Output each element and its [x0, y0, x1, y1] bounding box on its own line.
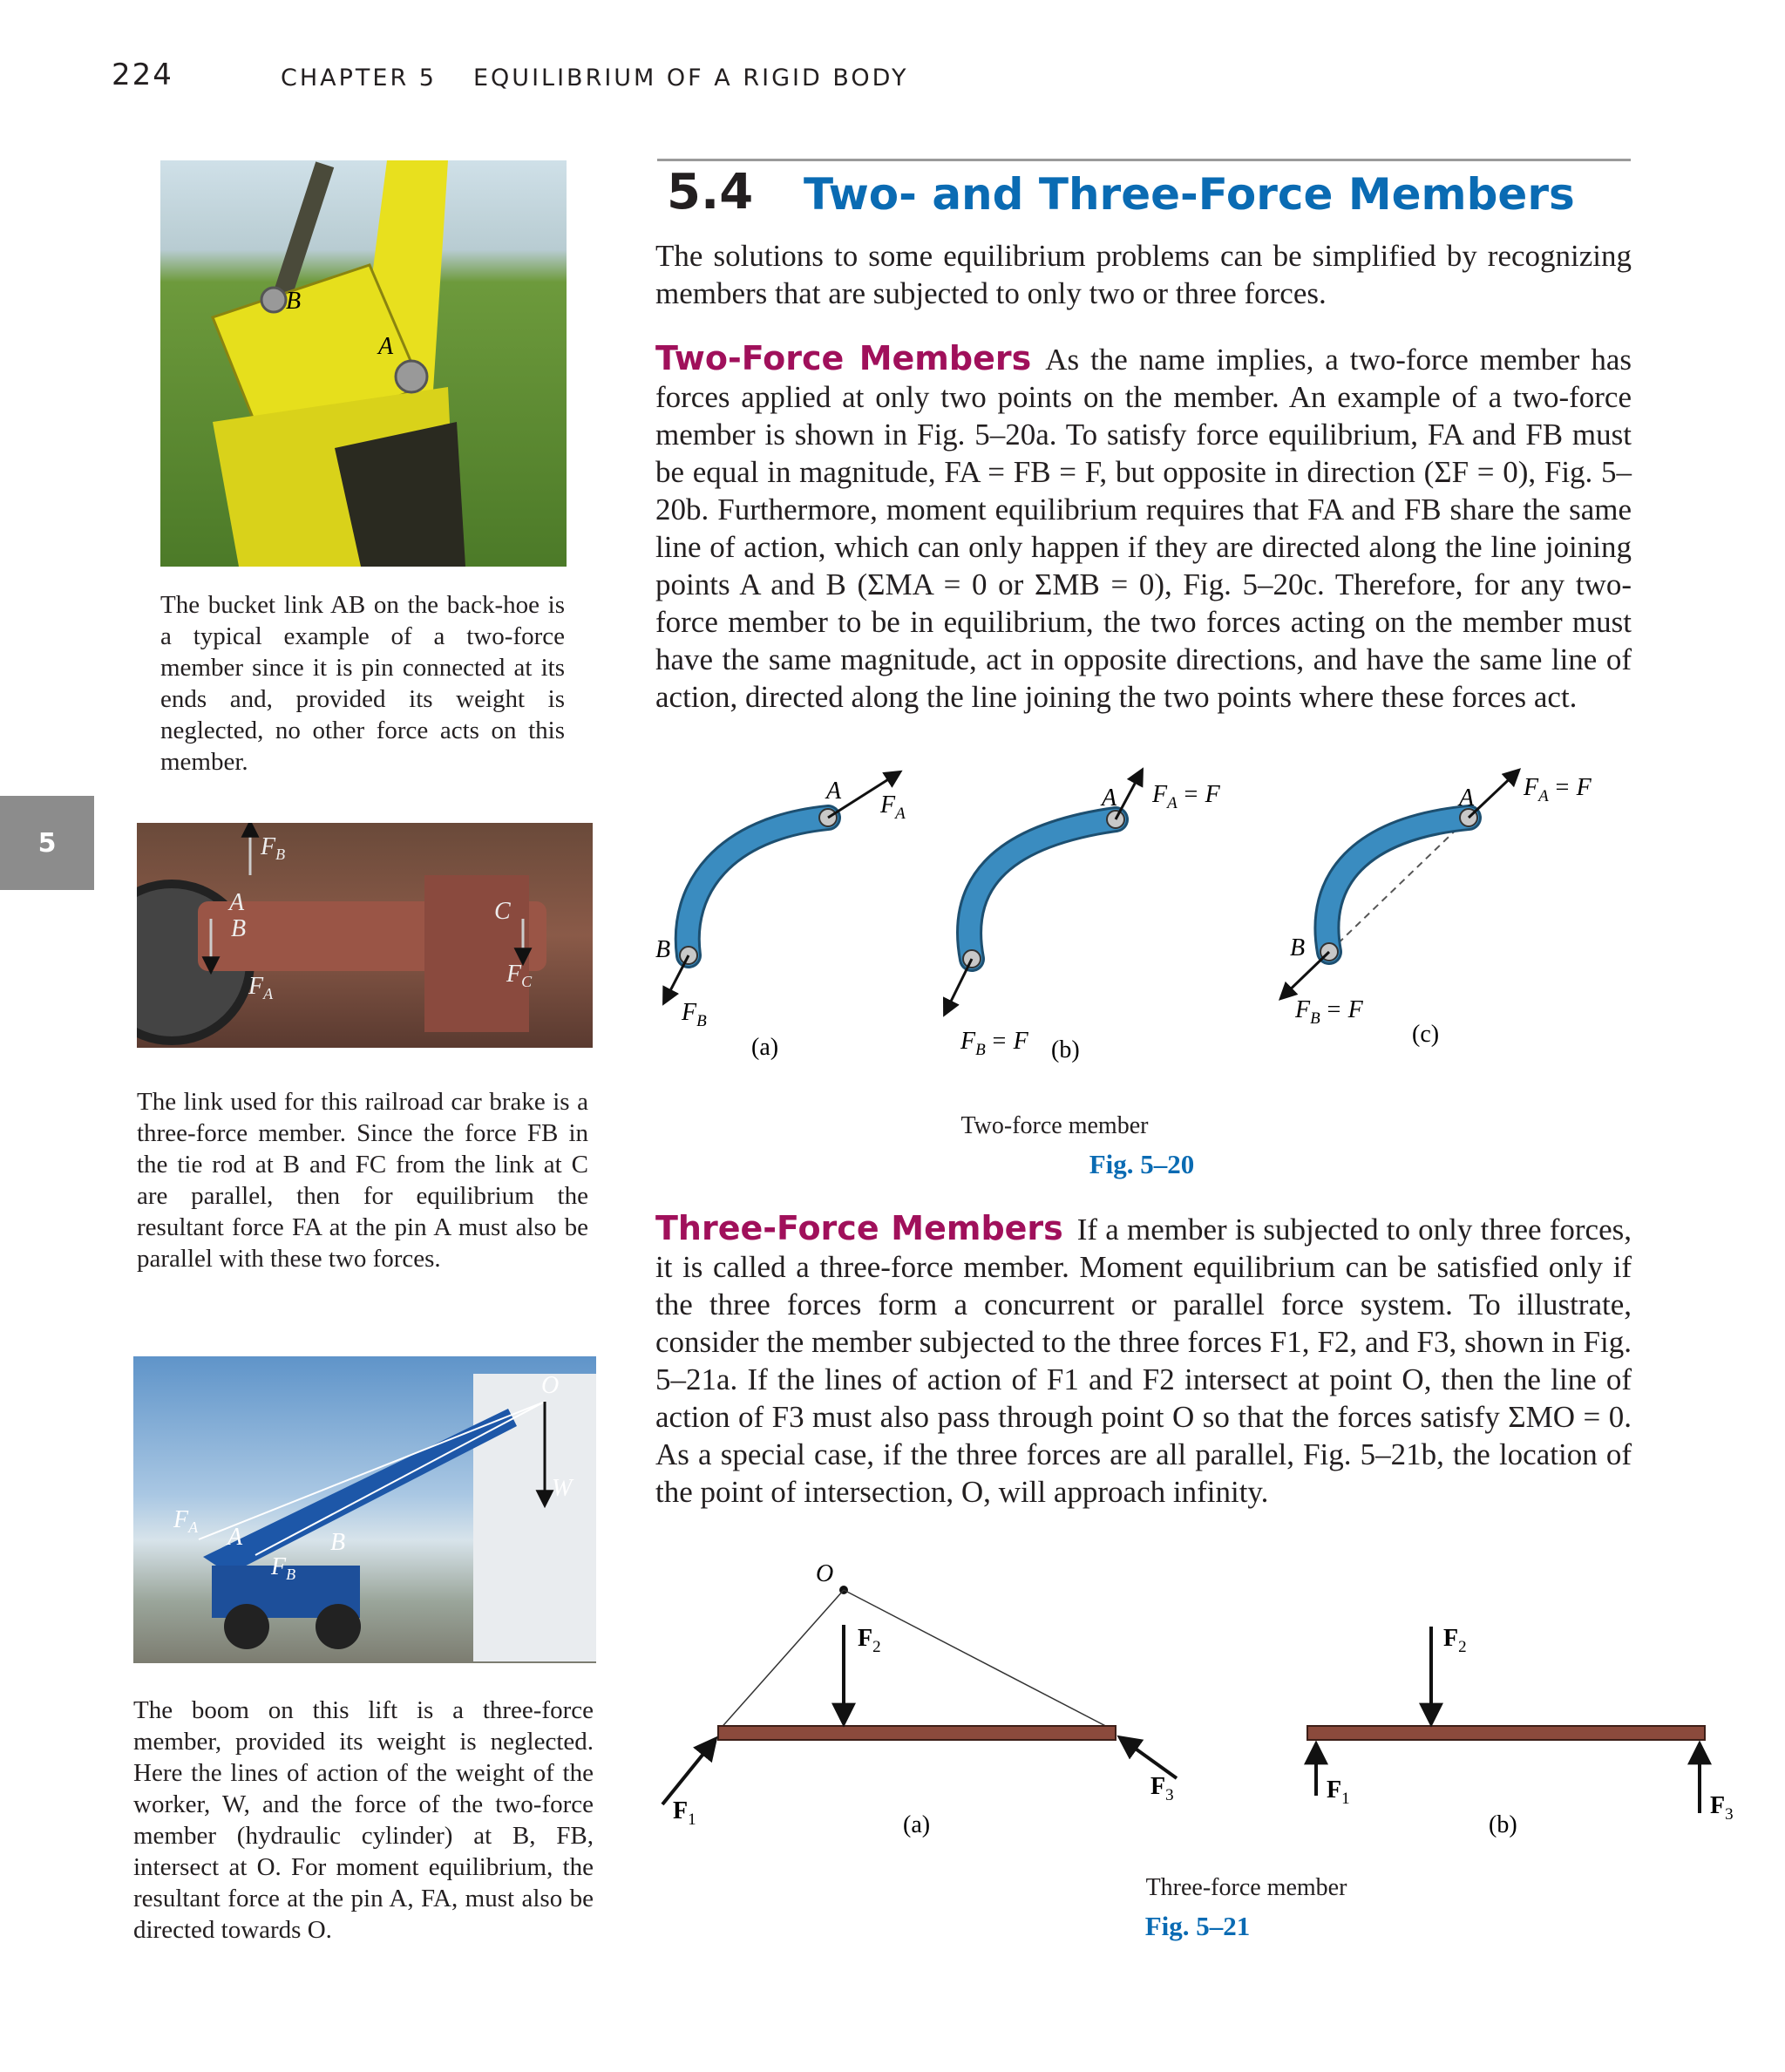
railroad-caption: The link used for this railroad car brake is a three-force member. Since the force FB in the tie rod at B and FC from the link at C are parallel, then for equilibrium the resultant force FA at the pin A must also be parallel with these two forces. [137, 1088, 588, 1273]
fig20b-part: (b) [1051, 1036, 1080, 1063]
two-force-paragraph: As the name implies, a two-force member has forces applied at only two points on the member. An example of a two-force member is shown in Fig. 5–20a. To satisfy force equilibrium, FA and FB must be equal in magnitude, FA = FB = F, but opposite in direction (ΣF = 0), Fig. 5–20b. Furthermore, moment equilibrium requires that FA and FB share the same line of action, which can only happen if they are directed along the line joining points A and B (ΣMA = 0 or ΣMB = 0), Fig. 5–20c. Therefore, for any two-force member to be in equilibrium, the two forces acting on the member must have the same magnitude, act in opposite directions, and have the same line of action, directed along the line joining the two points where these forces act. [655, 343, 1632, 714]
fig20a-part: (a) [751, 1034, 779, 1061]
fig21b-label-F1: $F_1$ [1327, 1776, 1350, 1808]
fig-5-21-label: Fig. 5–21 [1144, 1911, 1251, 1941]
railroad-label-B: B [231, 915, 247, 942]
fig21a-label-F2: $F_2$ [858, 1625, 881, 1656]
lift-label-FB: $F_B$ [271, 1553, 296, 1583]
railroad-label-C: C [494, 898, 511, 925]
section-rule [657, 159, 1631, 161]
chapter-label: CHAPTER 5 [281, 65, 437, 92]
chapter-tab: 5 [0, 796, 94, 890]
fig-5-20c-member [1281, 771, 1518, 998]
two-force-heading: Two-Force Members [655, 339, 1032, 377]
railroad-label-FC: $F_C$ [506, 961, 533, 990]
fig20c-label-FA: $F_A = F$ [1524, 774, 1592, 805]
fig20b-label-FA: $F_A = F$ [1152, 781, 1220, 812]
fig21a-label-F3: $F_3$ [1150, 1773, 1174, 1804]
fig20a-label-FB: $F_B$ [682, 999, 707, 1030]
three-force-heading: Three-Force Members [655, 1209, 1063, 1247]
lift-caption: The boom on this lift is a three-force member, provided its weight is neglected. Here the lines of action of the weight of the worker, W, and the force of the two-force member (hydraulic cylinder) at B, FB, intersect at O. For moment equilibrium, the resultant force at the pin A, FA, must also be directed towards O. [133, 1696, 594, 1944]
fig21b-label-F3: $F_3$ [1710, 1792, 1734, 1824]
fig-5-21-subcaption: Three-force member [1145, 1874, 1347, 1901]
section-title: Two- and Three-Force Members [804, 169, 1575, 220]
railroad-photo [137, 823, 593, 1048]
fig21a-label-F1: $F_1$ [673, 1797, 696, 1829]
lift-label-O: O [541, 1372, 560, 1399]
fig20c-label-B: B [1290, 934, 1306, 961]
lift-label-B: B [330, 1529, 346, 1556]
fig21a-part: (a) [903, 1811, 931, 1838]
fig20a-label-A: A [826, 778, 842, 805]
fig-5-20-label: Fig. 5–20 [1089, 1149, 1195, 1179]
railroad-label-A-visible: A [229, 889, 245, 916]
fig20c-label-A: A [1459, 785, 1475, 812]
section-number: 5.4 [667, 164, 754, 221]
running-title: EQUILIBRIUM OF A RIGID BODY [473, 65, 909, 92]
fig21b-label-F2: $F_2$ [1443, 1625, 1467, 1656]
fig20c-part: (c) [1412, 1021, 1440, 1048]
lift-label-W: W [552, 1475, 573, 1502]
fig20a-label-B: B [655, 936, 671, 963]
fig21a-label-O: O [816, 1560, 834, 1587]
fig20a-label-FA: $F_A$ [880, 791, 906, 823]
lift-photo [133, 1356, 596, 1663]
railroad-label-FB: $F_B$ [261, 833, 286, 863]
lift-label-FA: $F_A$ [173, 1506, 199, 1536]
fig21a-beam [718, 1726, 1116, 1740]
fig-5-20-diagram [645, 767, 1630, 1081]
page-number: 224 [112, 58, 173, 92]
lift-label-A: A [227, 1524, 243, 1551]
backhoe-label-A: A [378, 333, 394, 360]
railroad-label-FA: $F_A$ [248, 973, 274, 1002]
three-force-paragraph: If a member is subjected to only three forces, it is called a three-force member. Moment equilibrium can be satisfied only if the three forces form a concurrent or parallel force system. To illustrate, consider the member subjected to the three forces F1, F2, and F3, shown in Fig. 5–21a. If the lines of action of F1 and F2 intersect at point O, then the line of action of F3 must also pass through point O so that the forces satisfy ΣMO = 0. As a special case, if the three forces are all parallel, Fig. 5–21b, the location of the point of intersection, O, will approach infinity. [655, 1213, 1632, 1509]
backhoe-photo [160, 160, 567, 567]
fig21b-part: (b) [1489, 1811, 1517, 1838]
three-force-block [655, 1210, 1632, 1511]
fig-5-20a-member [664, 772, 899, 1002]
fig20c-label-FB: $F_B = F$ [1295, 996, 1363, 1028]
backhoe-label-B: B [286, 288, 302, 315]
two-force-block [655, 340, 1632, 716]
fig-5-21-diagram [645, 1552, 1743, 1848]
backhoe-caption: The bucket link AB on the back-hoe is a typical example of a two-force member since it is pin connected at its ends and, provided its weight is neglected, no other force acts on this member. [160, 591, 565, 776]
fig20b-label-FB: $F_B = F$ [960, 1028, 1028, 1059]
section-intro: The solutions to some equilibrium problems can be simplified by recognizing members that are subjected to only two or three forces. [655, 239, 1632, 310]
fig21b-beam [1307, 1726, 1705, 1740]
fig20b-label-A: A [1102, 785, 1117, 812]
fig-5-20-subcaption: Two-force member [960, 1112, 1149, 1139]
